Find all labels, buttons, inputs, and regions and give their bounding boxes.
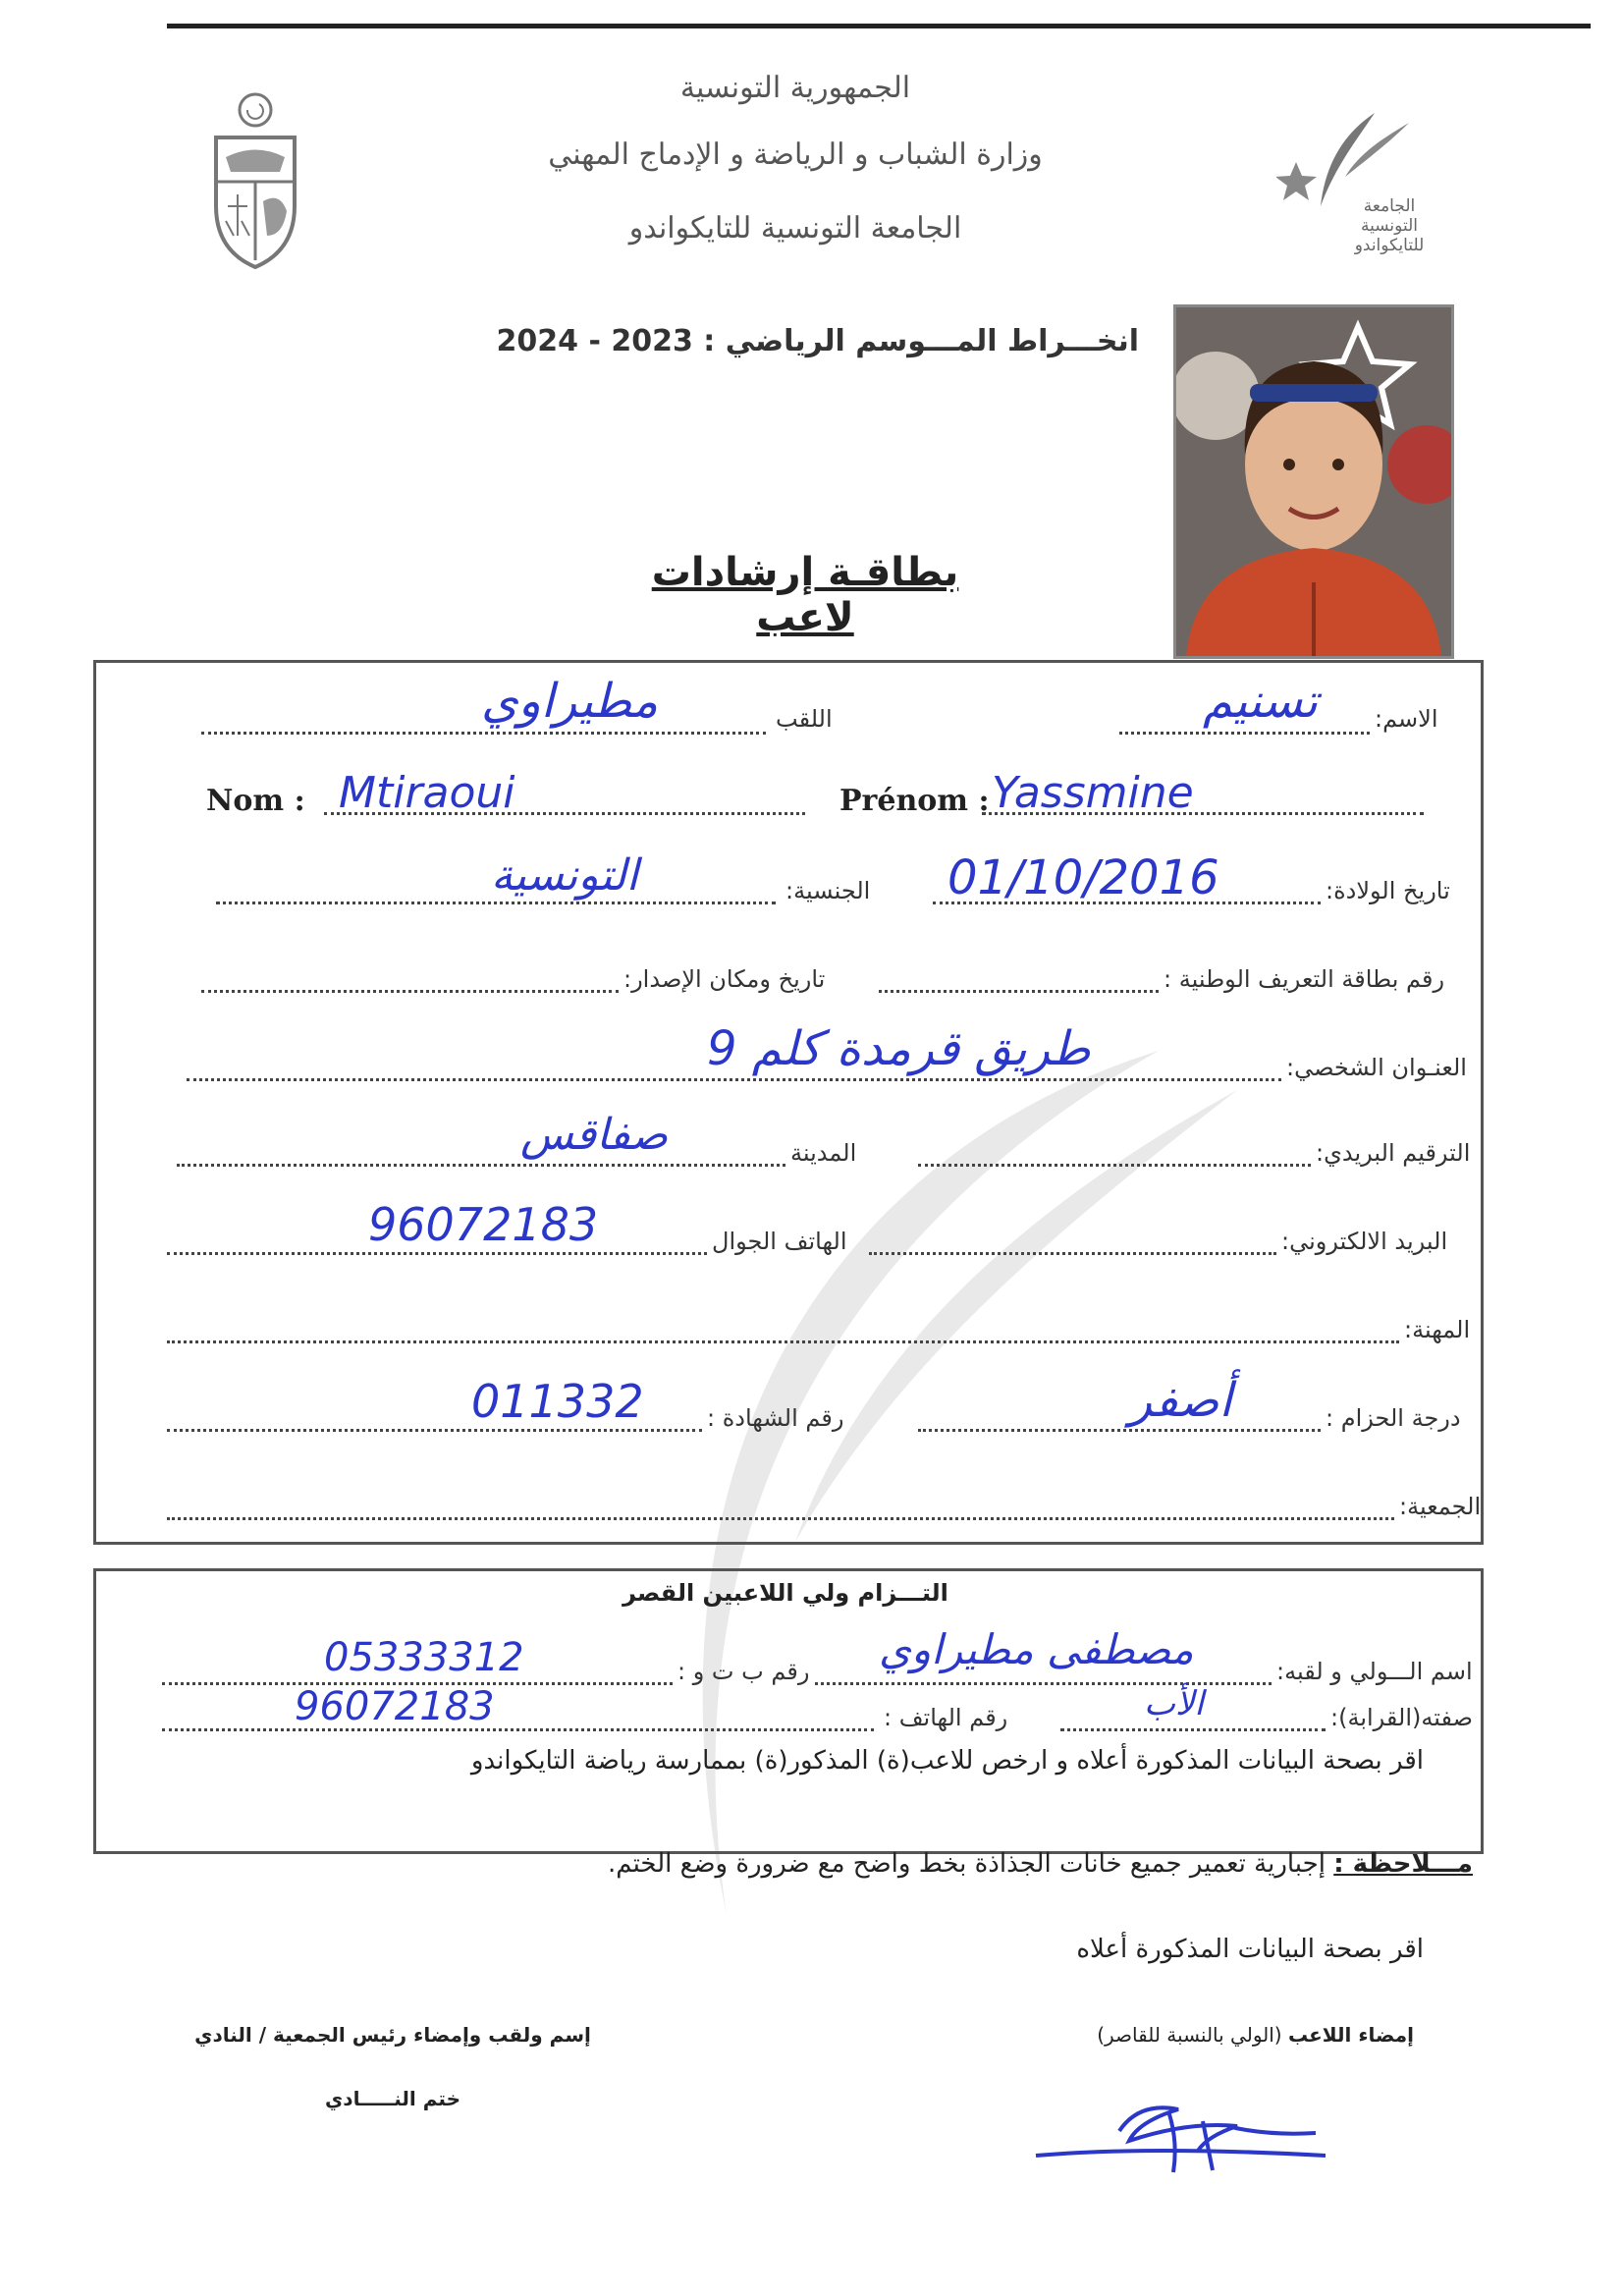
- guardian-cin-value[interactable]: 05333312: [324, 1635, 524, 1680]
- nationality-dots: [216, 902, 776, 904]
- cert-dots: [167, 1429, 702, 1432]
- job-label: المهنة:: [1404, 1316, 1471, 1343]
- logo-text-line2: التونسية: [1361, 216, 1418, 236]
- email-dots: [869, 1252, 1276, 1255]
- id-label: رقم بطاقة التعريف الوطنية :: [1164, 965, 1445, 993]
- address-dots: [187, 1078, 1281, 1081]
- guardian-cin-label: رقم ب ت و :: [677, 1658, 810, 1685]
- player-signature-label: [1021, 2023, 1414, 2047]
- surname-ar-label: اللقب: [776, 705, 833, 733]
- guardian-phone-label: رقم الهاتف :: [884, 1704, 1008, 1731]
- card-title: بطاقـة إرشادات لاعب: [651, 550, 959, 640]
- cert-value[interactable]: 011332: [471, 1375, 644, 1428]
- header-ministry: وزارة الشباب و الرياضة و الإدماج المهني: [548, 137, 1043, 172]
- guardian-relation-dots: [1060, 1728, 1326, 1731]
- season-start: 2023: [611, 324, 693, 358]
- belt-value[interactable]: أصفر: [1129, 1373, 1232, 1428]
- club-dots: [167, 1517, 1394, 1520]
- phone-value[interactable]: 96072183: [368, 1198, 599, 1251]
- president-signature-label: إسم ولقب وإمضاء رئيس الجمعية / النادي: [194, 2023, 591, 2047]
- birth-value[interactable]: 01/10/2016: [947, 850, 1219, 905]
- logo-text-line3: للتايكواندو: [1354, 236, 1425, 255]
- city-dots: [177, 1164, 785, 1167]
- email-label: البريد الالكتروني:: [1281, 1228, 1448, 1255]
- postal-label: الترقيم البريدي:: [1316, 1139, 1471, 1167]
- job-dots: [167, 1340, 1399, 1343]
- guardian-phone-value[interactable]: 96072183: [295, 1684, 495, 1729]
- header-republic: الجمهورية التونسية: [679, 71, 911, 105]
- nom-label: Nom :: [206, 784, 305, 818]
- guardian-name-value[interactable]: مصطفى مطيراوي: [879, 1625, 1194, 1673]
- belt-dots: [918, 1429, 1321, 1432]
- guardian-relation-value[interactable]: الأب: [1144, 1684, 1204, 1723]
- nationality-label: الجنسية:: [785, 877, 871, 904]
- belt-label: درجة الحزام :: [1326, 1404, 1461, 1432]
- prenom-label: Prénom :: [839, 784, 990, 818]
- nom-value[interactable]: Mtiraoui: [339, 768, 515, 818]
- note-text: إجبارية تعمير جميع خانات الجذاذة بخط واضح مع ضرورة وضع الختم.: [608, 1849, 1326, 1879]
- id-dots: [879, 990, 1159, 993]
- phone-dots: [167, 1252, 707, 1255]
- season-sep: -: [588, 324, 601, 358]
- guardian-relation-label: صفته(القرابة):: [1330, 1704, 1474, 1731]
- top-border-line: [167, 24, 1591, 28]
- season-line: [471, 324, 1139, 358]
- city-label: المدينة: [790, 1139, 857, 1167]
- city-value[interactable]: صفاقس: [520, 1110, 669, 1160]
- id-issue-dots: [201, 990, 619, 993]
- name-ar-dots: [1119, 732, 1370, 735]
- address-value[interactable]: طريق قرمدة كلم 9: [707, 1021, 1091, 1076]
- player-photo-image: [1176, 307, 1451, 656]
- prenom-value[interactable]: Yassmine: [992, 768, 1194, 818]
- guardian-title: التـــزام ولي اللاعبين القصر: [623, 1579, 948, 1607]
- cert-label: رقم الشهادة :: [707, 1404, 844, 1432]
- player-sign-note: (الولي بالنسبة للقاصر): [1097, 2023, 1282, 2047]
- coat-of-arms-icon: [196, 88, 314, 275]
- name-ar-label: الاسم:: [1375, 705, 1438, 733]
- surname-ar-dots: [201, 732, 766, 735]
- player-sign-text: إمضاء اللاعب: [1287, 2023, 1414, 2047]
- season-label: انخـــراط المـــوسم الرياضي :: [703, 324, 1139, 358]
- note-line: [461, 1849, 1473, 1879]
- nationality-value[interactable]: التونسية: [491, 850, 639, 901]
- postal-dots: [918, 1164, 1311, 1167]
- birth-label: تاريخ الولادة:: [1326, 877, 1450, 904]
- confirm-text: اقر بصحة البيانات المذكورة أعلاه: [1076, 1935, 1424, 1964]
- club-label: الجمعية:: [1399, 1493, 1482, 1520]
- player-signature-drawing: [1031, 2082, 1326, 2180]
- club-stamp-label: ختم النـــــادي: [324, 2087, 461, 2110]
- note-label: مـــلاحظة :: [1333, 1849, 1473, 1879]
- guardian-phone-dots: [162, 1728, 874, 1731]
- surname-ar-value[interactable]: مطيراوي: [481, 674, 659, 729]
- id-issue-label: تاريخ ومكان الإصدار:: [623, 965, 826, 993]
- logo-text-line1: الجامعة: [1363, 196, 1416, 216]
- name-ar-value[interactable]: تسنيم: [1203, 674, 1319, 729]
- federation-logo-text: [1335, 196, 1443, 255]
- guardian-name-label: اسم الـــولي و لقبه:: [1276, 1658, 1473, 1685]
- guardian-declaration: اقر بصحة البيانات المذكورة أعلاه و ارخص للاعب(ة) المذكور(ة) بممارسة رياضة التايكواندو: [470, 1746, 1424, 1776]
- player-photo: [1173, 304, 1454, 659]
- phone-label: الهاتف الجوال: [712, 1228, 847, 1255]
- address-label: العنـوان الشخصي:: [1286, 1054, 1467, 1081]
- season-end: 2024: [496, 324, 578, 358]
- header-federation: الجامعة التونسية للتايكواندو: [628, 211, 962, 246]
